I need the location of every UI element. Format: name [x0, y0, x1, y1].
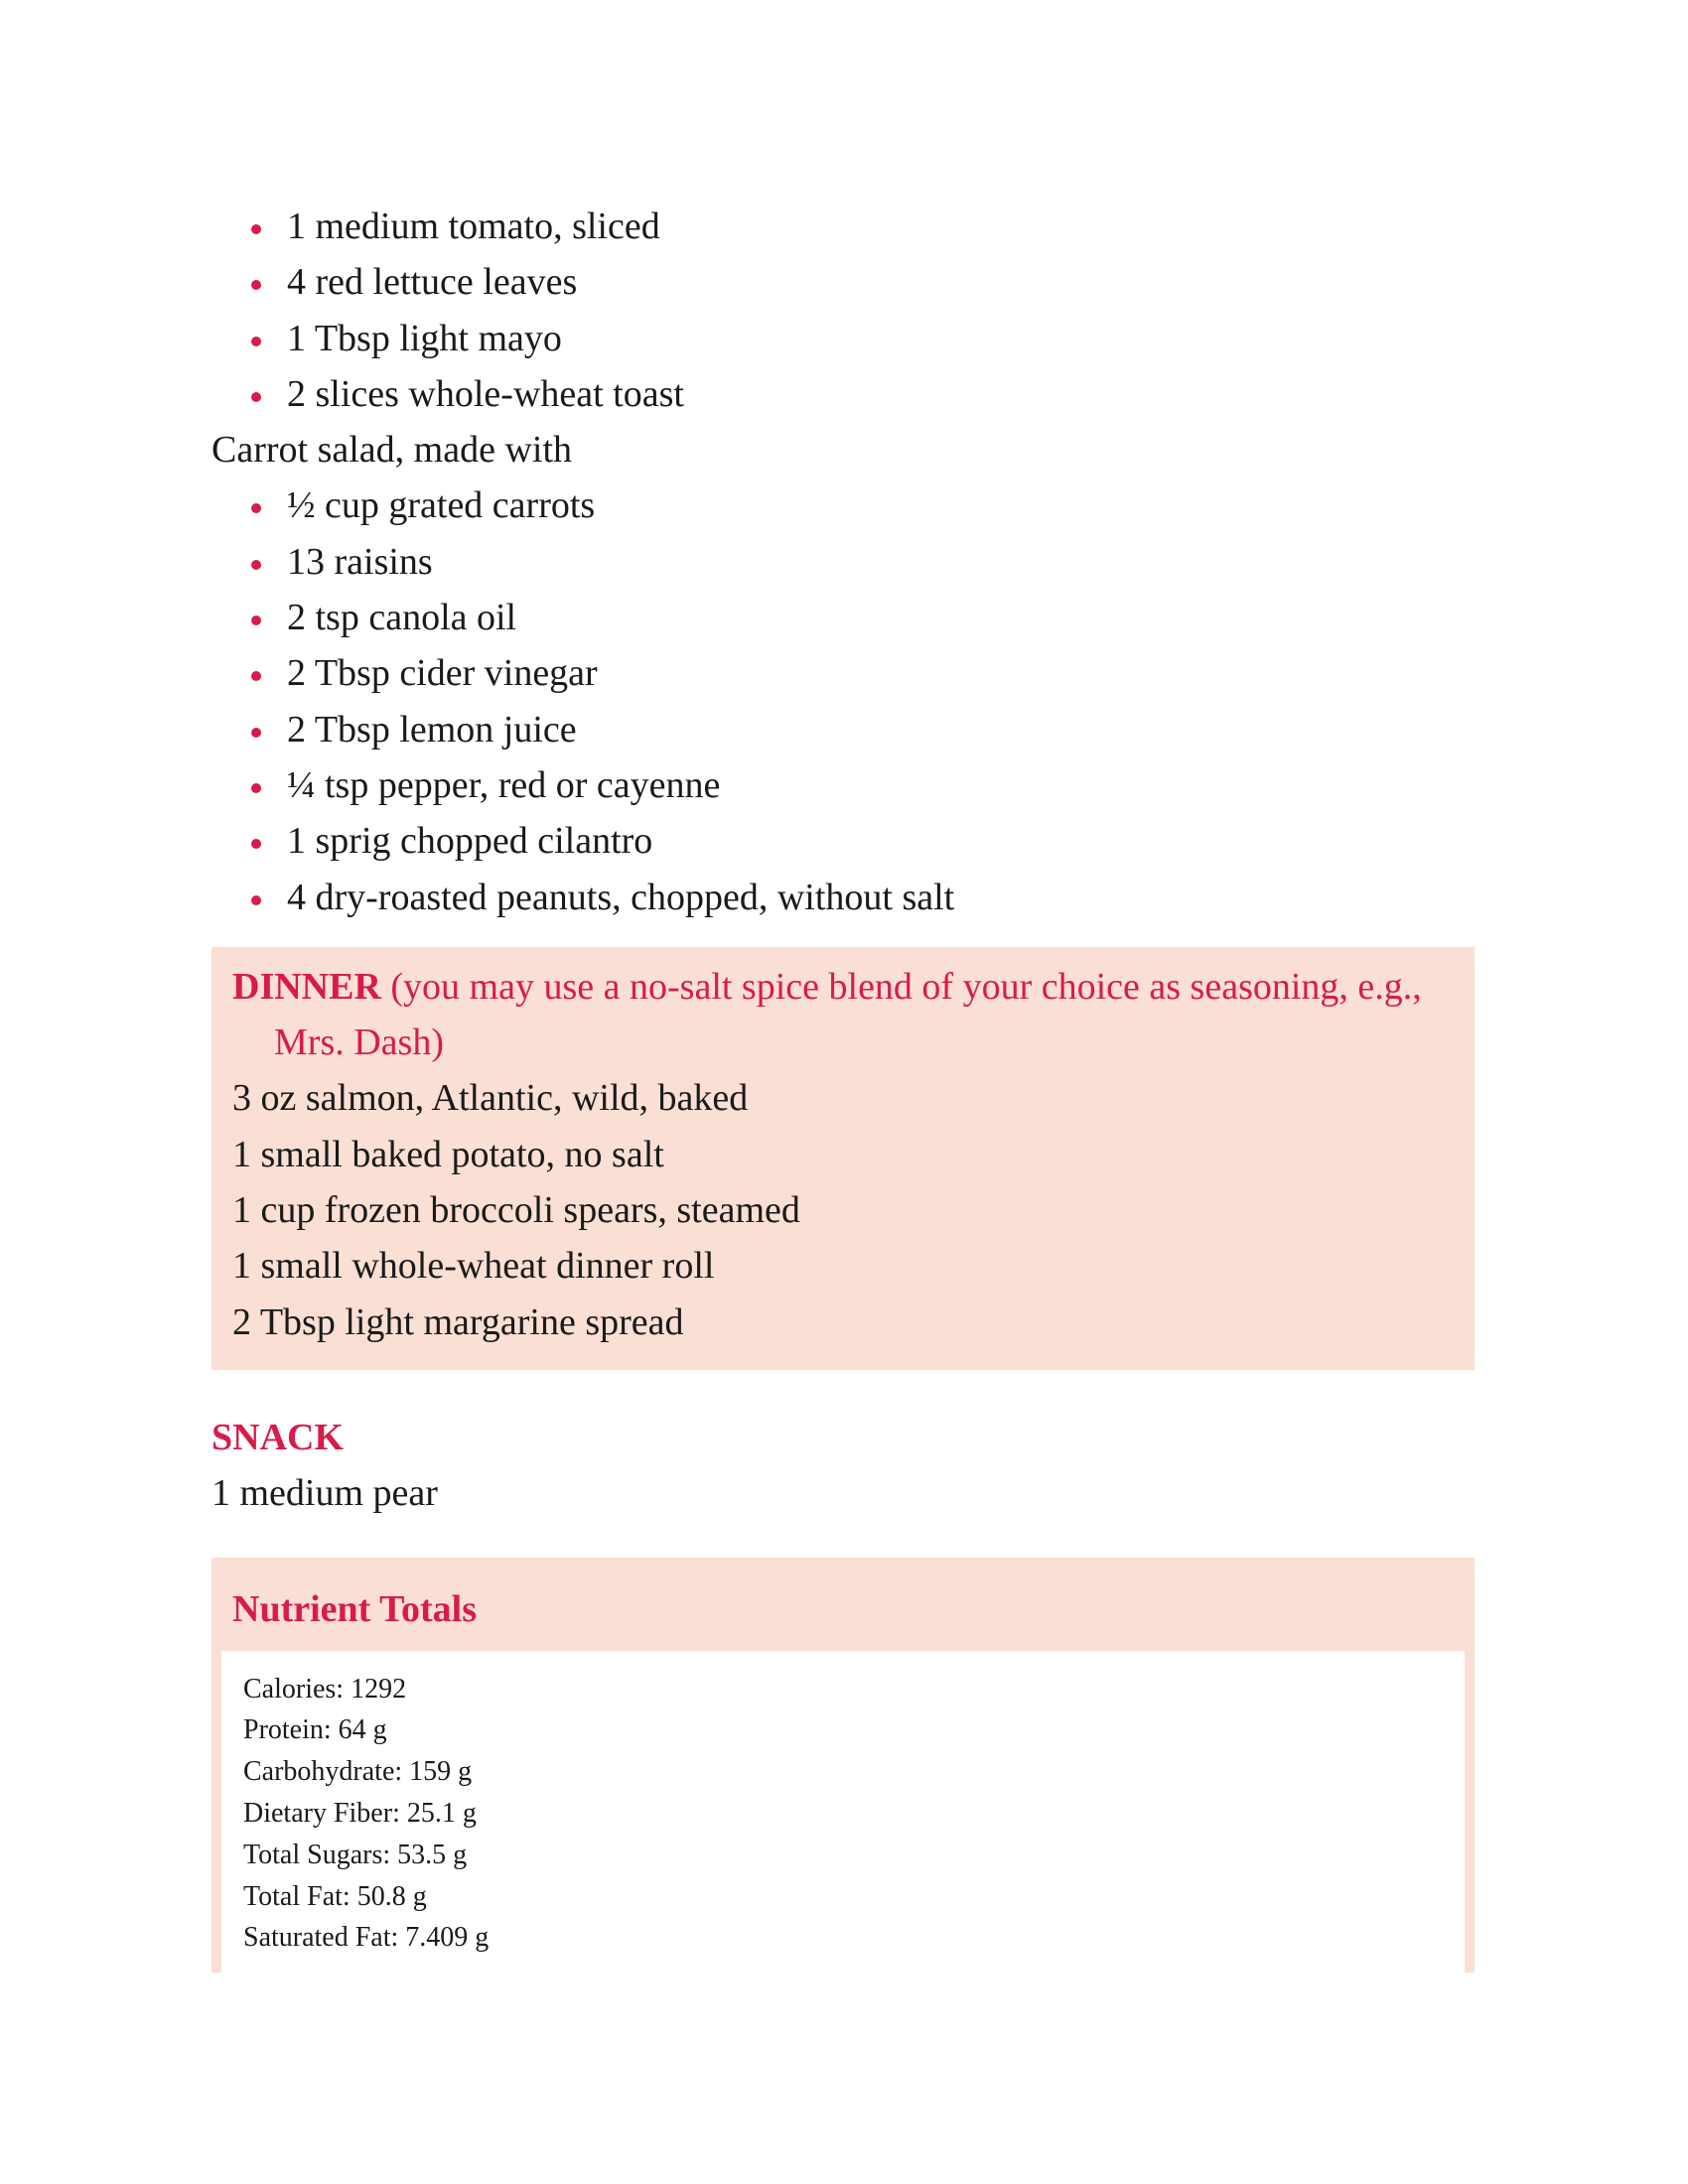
nutrient-totals-title: Nutrient Totals: [232, 1587, 477, 1630]
list-item: 1 Tbsp light mayo: [251, 311, 1475, 366]
nutrient-row: Saturated Fat: 7.409 g: [243, 1922, 490, 1954]
list-item: 2 Tbsp cider vinegar: [251, 645, 1475, 701]
nutrient-row: Protein: 64 g: [243, 1714, 387, 1746]
dinner-heading-label: DINNER: [232, 965, 381, 1008]
list-item: 1 medium tomato, sliced: [251, 199, 1475, 254]
snack-item: 1 medium pear: [211, 1472, 438, 1515]
nutrient-row: Total Fat: 50.8 g: [243, 1880, 427, 1912]
nutrient-row: Total Sugars: 53.5 g: [243, 1839, 468, 1870]
snack-heading: SNACK: [211, 1416, 345, 1458]
list-item: 4 dry-roasted peanuts, chopped, without salt: [251, 870, 1475, 925]
sandwich-ingredient-list: [211, 199, 1475, 422]
nutrient-row: Dietary Fiber: 25.1 g: [243, 1797, 477, 1829]
carrot-salad-title: Carrot salad, made with: [211, 429, 573, 472]
dinner-section: [211, 947, 1475, 1370]
list-item: 2 slices whole-wheat toast: [251, 366, 1475, 422]
dinner-item: 1 small baked potato, no salt: [232, 1133, 664, 1175]
dinner-item: 1 small whole-wheat dinner roll: [232, 1245, 715, 1288]
dinner-heading-note: (you may use a no-salt spice blend of your choice as seasoning, e.g., Mrs. Dash): [274, 965, 1422, 1064]
list-item: ¼ tsp pepper, red or cayenne: [251, 757, 1475, 813]
meal-plan-page: [211, 199, 1475, 1973]
nutrient-totals-section: [211, 1558, 1475, 1973]
nutrient-row: Carbohydrate: 159 g: [243, 1756, 473, 1788]
dinner-heading: [232, 959, 1453, 1071]
nutrient-totals-list: [221, 1651, 1465, 1982]
list-item: 1 sprig chopped cilantro: [251, 813, 1475, 869]
list-item: 4 red lettuce leaves: [251, 254, 1475, 310]
list-item: 2 tsp canola oil: [251, 590, 1475, 645]
carrot-salad-ingredient-list: [211, 478, 1475, 924]
list-item: ½ cup grated carrots: [251, 478, 1475, 533]
dinner-item: 3 oz salmon, Atlantic, wild, baked: [232, 1077, 749, 1120]
list-item: 2 Tbsp lemon juice: [251, 702, 1475, 757]
nutrient-row: Calories: 1292: [243, 1673, 407, 1705]
dinner-item: 1 cup frozen broccoli spears, steamed: [232, 1189, 800, 1232]
dinner-item: 2 Tbsp light margarine spread: [232, 1300, 684, 1343]
list-item: 13 raisins: [251, 534, 1475, 590]
